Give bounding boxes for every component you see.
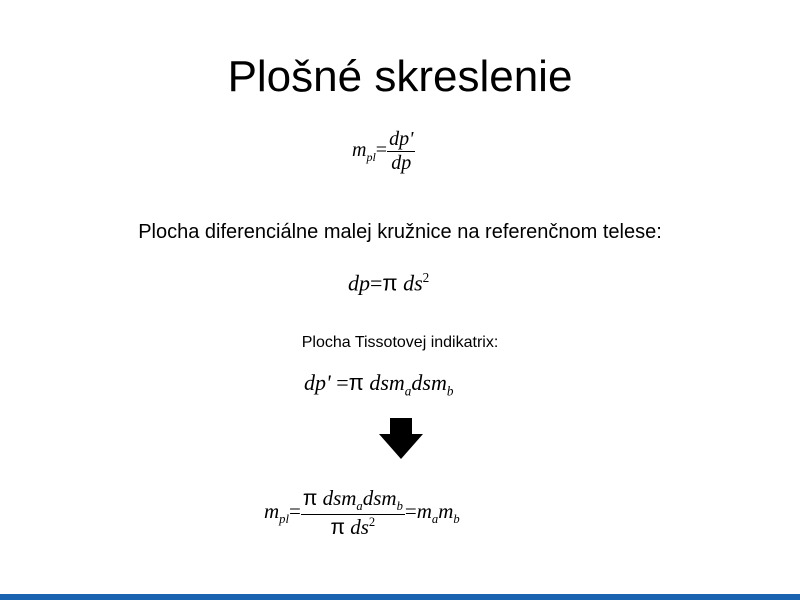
down-arrow-icon (378, 418, 424, 465)
formula-mpl-definition: $m_{pl}=$ $\frac{dp'}{dp}$ (352, 128, 414, 174)
formula-tissot-area: dp' =π dsm$_a$dsm$_b$ (304, 370, 454, 399)
formula-reference-area: dp=π $ds^2$ (348, 270, 430, 296)
bottom-accent-bar (0, 594, 800, 600)
tissot-area-label: Plocha Tissotovej indikatrix: (301, 334, 499, 351)
area-reference-label: Plocha diferenciálne malej kružnice na referenčnom telese: (138, 221, 662, 243)
slide-title: Plošné skreslenie (227, 52, 573, 101)
formula-mpl-result: $m_{pl}=$ $\frac{\pi dsm_adsm_b}{\pi ds^2}$ $=m_am_b$ (264, 486, 460, 540)
